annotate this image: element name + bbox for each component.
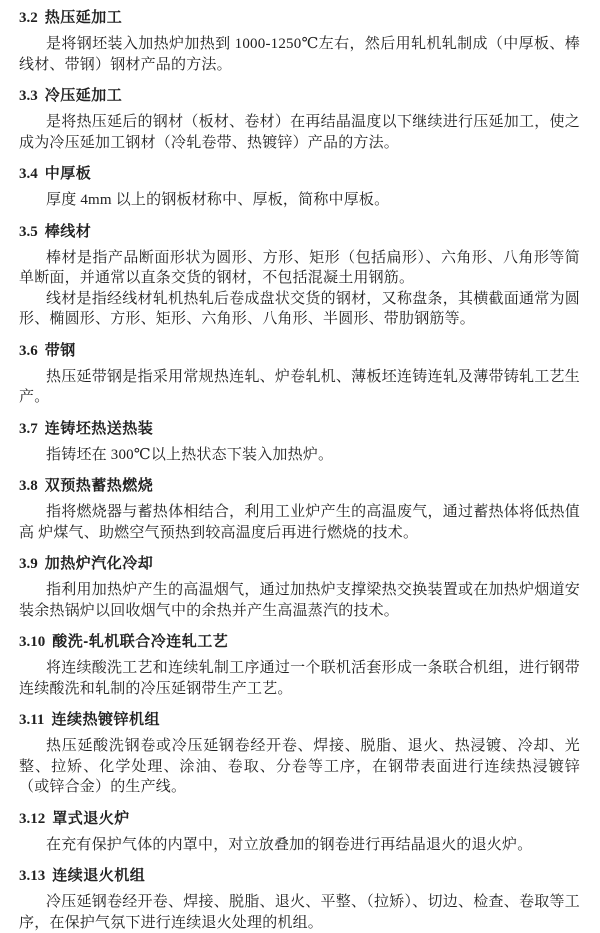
- section-title: 冷压延加工: [44, 87, 123, 104]
- section-number: 3.3: [19, 88, 38, 104]
- section-number: 3.4: [19, 166, 38, 182]
- section-title: 热压延加工: [44, 9, 123, 26]
- section: [19, 419, 580, 466]
- section-number: 3.2: [19, 10, 38, 26]
- section-title: 加热炉汽化冷却: [44, 555, 154, 572]
- section-paragraph: 热压延带钢是指采用常规热连轧、炉卷轧机、薄板坯连铸连轧及薄带铸轧工艺生产。: [19, 368, 580, 405]
- section-paragraph: 指铸坯在 300℃以上热状态下装入加热炉。: [46, 446, 334, 463]
- section-number: 3.13: [19, 868, 46, 884]
- section: [19, 86, 580, 153]
- section: [19, 866, 580, 933]
- section-title: 连续热镀锌机组: [51, 711, 160, 728]
- section-title: 连铸坯热送热装: [44, 419, 154, 437]
- section-paragraph: 指利用加热炉产生的高温烟气，通过加热炉支撑梁热交换装置或在加热炉烟道安装余热锅炉以回收烟气中的余热并产生高温蒸汽的技术。: [19, 582, 580, 619]
- section-number: 3.6: [19, 342, 38, 359]
- section-number: 3.9: [19, 556, 38, 572]
- section: [19, 554, 580, 621]
- section-number: 3.11: [19, 712, 45, 728]
- section-heading: [19, 809, 580, 829]
- section-heading: [19, 419, 580, 439]
- section-paragraph: 是将钢坯装入加热炉加热到 1000-1250℃左右，然后用轧机轧制成（中厚板、棒线材、带钢）钢材产品的方法。: [19, 36, 580, 73]
- section-heading: [19, 632, 580, 652]
- section-heading: [19, 341, 580, 361]
- section-heading: [19, 710, 580, 730]
- section-title: 带钢: [44, 341, 76, 359]
- section-paragraph: 将连续酸洗工艺和连续轧制工序通过一个联机活套形成一条联合机组，进行钢带连续酸洗和轧制的冷压延钢带生产工艺。: [19, 660, 580, 697]
- section-heading: [19, 476, 580, 496]
- section-paragraph: 棒材是指产品断面形状为圆形、方形、矩形（包括扁形）、六角形、八角形等简单断面，并通常以直条交货的钢材，不包括混凝土用钢筋。: [19, 249, 580, 286]
- section-number: 3.7: [19, 420, 38, 437]
- section: [19, 222, 580, 330]
- section: [19, 632, 580, 699]
- section-heading: [19, 554, 580, 574]
- section-title: 双预热蓄热燃烧: [44, 477, 154, 494]
- section-heading: [19, 8, 580, 28]
- section-title: 中厚板: [44, 165, 92, 182]
- section-heading: [19, 164, 580, 184]
- section-paragraph: 冷压延钢卷经开卷、焊接、脱脂、退火、平整、（拉矫）、切边、检查、卷取等工序，在保护气氛下进行连续退火处理的机组。: [19, 894, 580, 931]
- section-heading: [19, 222, 580, 242]
- section-number: 3.5: [19, 223, 38, 240]
- section: [19, 710, 580, 798]
- section-heading: [19, 86, 580, 106]
- section: [19, 809, 580, 856]
- section-title: 酸洗-轧机联合冷连轧工艺: [52, 633, 229, 650]
- section-paragraph: 热压延酸洗钢卷或冷压延钢卷经开卷、焊接、脱脂、退火、热浸镀、冷却、光整、拉矫、化学处理、涂油、卷取、分卷等工序，在钢带表面进行连续热浸镀锌（或锌合金）的生产线。: [19, 738, 580, 795]
- section: [19, 341, 580, 408]
- section-title: 罩式退火炉: [52, 809, 130, 827]
- section-paragraph: 指将燃烧器与蓄热体相结合，利用工业炉产生的高温废气，通过蓄热体将低热值高 炉煤气、助燃空气预热到较高温度后再进行燃烧的技术。: [19, 504, 580, 541]
- section-paragraph: 厚度 4mm 以上的钢板材称中、厚板，简称中厚板。: [46, 192, 390, 208]
- section-heading: [19, 866, 580, 886]
- section-title: 连续退火机组: [52, 867, 146, 884]
- section-paragraph: 是将热压延后的钢材（板材、卷材）在再结晶温度以下继续进行压延加工，使之成为冷压延加工钢材（冷轧卷带、热镀锌）产品的方法。: [19, 114, 580, 151]
- section: [19, 8, 580, 75]
- section-number: 3.8: [19, 478, 38, 494]
- section: [19, 476, 580, 543]
- section-number: 3.10: [19, 634, 46, 650]
- section-title: 棒线材: [44, 222, 92, 240]
- section-paragraph: 线材是指经线材轧机热轧后卷成盘状交货的钢材，又称盘条，其横截面通常为圆形、椭圆形、方形、矩形、六角形、八角形、半圆形、带肋钢筋等。: [19, 290, 580, 327]
- section-paragraph: 在充有保护气体的内罩中，对立放叠加的钢卷进行再结晶退火的退火炉。: [46, 836, 533, 853]
- section: [19, 164, 580, 211]
- section-number: 3.12: [19, 810, 46, 827]
